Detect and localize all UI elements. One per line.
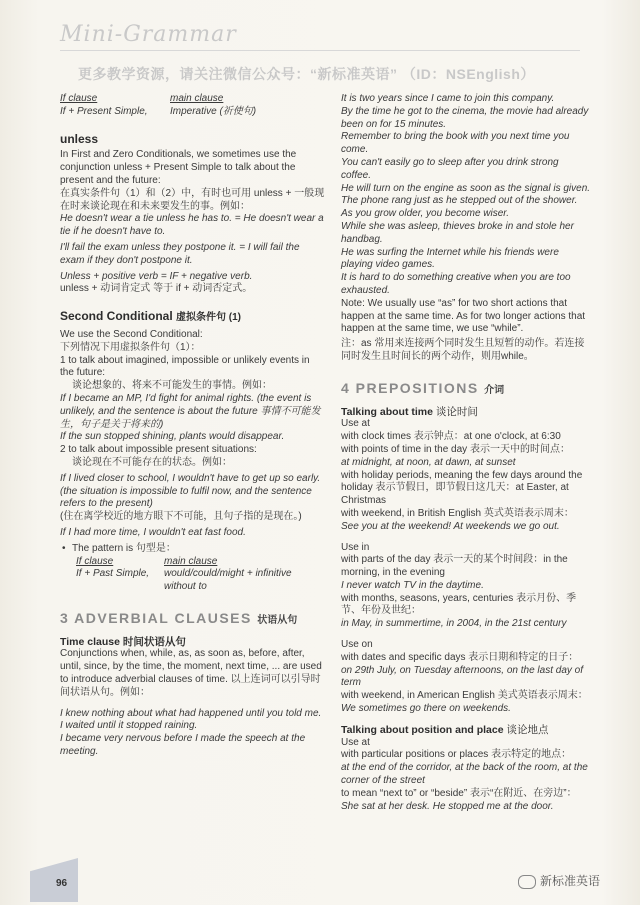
table-header: main clause <box>164 555 218 567</box>
numbered-point-cn: 谈论现在不可能存在的状态。例如： <box>72 456 232 468</box>
example: I'll fail the exam unless they postpone it. = I will fail the exam if they don't postpone it. <box>60 241 300 266</box>
example: I became very nervous before I made the speech at the meeting. <box>60 733 306 758</box>
example: If I became an MP, I'd fight for animal rights. (the event is unlikely, and the sentence is about the future 事情不可能发生，句子是关于将来的) <box>60 392 321 430</box>
heading-cn: 谈论时间 <box>435 405 478 418</box>
use-label: Use at <box>341 736 370 748</box>
bullet-item: • The pattern is 句型是： <box>60 543 325 556</box>
example: If the sun stopped shining, plants would disappear. <box>60 431 285 443</box>
wechat-icon <box>518 875 536 889</box>
paragraph: We use the Second Conditional: <box>60 328 203 340</box>
heading-text: Second Conditional <box>60 309 173 324</box>
paragraph-cn: 在真实条件句（1）和（2）中，有时也可用 unless + 一般现在时来谈论现在和未来要发生的事。例如： <box>60 187 325 212</box>
example: at the end of the corridor, at the back of the room, at the corner of the street <box>341 762 588 787</box>
table-cell: would/could/might + infinitive without to <box>164 568 292 593</box>
example: on 29th July, on Tuesday afternoons, on the last day of term <box>341 664 584 689</box>
page-number: 96 <box>56 878 68 889</box>
example: See you at the weekend! At weekends we go out. <box>341 520 560 532</box>
table-cell: If + Present Simple, <box>60 105 148 117</box>
numbered-point: 1 to talk about imagined, impossible or unlikely events in the future: <box>60 354 310 379</box>
example-cn: (住在离学校近的地方眼下不可能，且句子指的是现在。) <box>60 511 302 523</box>
right-column <box>341 93 591 813</box>
example: It is hard to do something creative when you are too exhausted. <box>341 272 571 296</box>
usage-line: with weekend, in British English 英式英语表示周末： <box>341 507 574 519</box>
usage-line: with particular positions or places 表示特定的地点： <box>341 749 572 761</box>
pattern-table-2 <box>60 556 325 569</box>
pattern-row-2 <box>60 568 325 594</box>
table-header: main clause <box>170 93 224 104</box>
example: at midnight, at noon, at dawn, at sunset <box>341 456 516 468</box>
numbered-point-cn: 谈论想象的、将来不可能发生的事情。例如： <box>72 380 272 392</box>
heading-cn: 虚拟条件句 (1) <box>176 312 242 324</box>
usage-line: with dates and specific days 表示日期和特定的日子： <box>341 651 579 663</box>
example: He doesn't wear a tie unless he has to. = He doesn't wear a tie if he doesn't have to. <box>60 213 324 238</box>
table-header: If clause <box>60 93 98 104</box>
usage-line: with parts of the day 表示一天的某个时间段：in the morning, in the evening <box>341 554 568 579</box>
unless-heading: unless <box>60 131 99 146</box>
table-cell: Imperative (祈使句) <box>170 105 257 117</box>
pattern-row-1 <box>60 106 325 119</box>
watermark: 更多教学资源，请关注微信公众号：“新标准英语” （ID：NSEnglish） <box>78 66 535 82</box>
rule: Unless + positive verb = IF + negative verb. <box>60 270 253 282</box>
rule-cn: unless + 动词肯定式 等于 if + 动词否定式。 <box>60 283 253 295</box>
example: If I had more time, I wouldn't eat fast food. <box>60 526 246 538</box>
paragraph: In First and Zero Conditionals, we sometimes use the conjunction unless + Present Simple to talk about the present and the future: <box>60 149 297 186</box>
note-cn: 注：as 常用来连接两个同时发生且短暂的动作。若连接同时发生且时间长的两个动作，则用while。 <box>341 338 585 362</box>
example: If I lived closer to school, I wouldn't have to get up so early. (the situation is impossible to fulfil now, and the sentence refers to the present) <box>60 472 321 510</box>
example: He was surfing the Internet while his friends were playing video games. <box>341 246 559 271</box>
heading-cn: 介词 <box>484 384 505 396</box>
example: While she was asleep, thieves broke in and stole her handbag. <box>341 220 574 245</box>
page-tab <box>30 858 78 902</box>
usage-line: with points of time in the day 表示一天中的时间点： <box>341 443 570 455</box>
talking-time-heading <box>341 406 591 419</box>
numbered-point: 2 to talk about impossible present situations: <box>60 444 257 456</box>
example: It is two years since I came to join this company. <box>341 93 555 104</box>
example: I never watch TV in the daytime. <box>341 579 484 591</box>
paragraph: Conjunctions when, while, as, as soon as, before, after, until, since, by the time, the moment, next time, ... are used to introduce adverbial clauses of time. 以上连词可以引导时间状语从句。例如： <box>60 648 322 698</box>
brand-text: 新标准英语 <box>540 874 601 888</box>
use-label: Use in <box>341 541 370 553</box>
heading-text: 4 PREPOSITIONS <box>341 379 479 396</box>
heading-text: Talking about position and place <box>341 723 504 736</box>
use-label: Use on <box>341 639 373 651</box>
example: I waited until it stopped raining. <box>60 720 198 732</box>
example: in May, in summertime, in 2004, in the 21st century <box>341 618 567 630</box>
example: He will turn on the engine as soon as the signal is given. <box>341 182 591 194</box>
adverbial-clauses-heading <box>60 609 325 628</box>
example: I knew nothing about what had happened until you told me. <box>60 707 322 719</box>
talking-place-heading <box>341 724 591 737</box>
prepositions-heading <box>341 379 591 398</box>
paragraph-cn: 下列情况下用虚拟条件句（1）： <box>60 341 201 353</box>
heading-cn: 状语从句 <box>257 614 298 626</box>
usage-line: with months, seasons, years, centuries 表示月份、季节、年份及世纪： <box>341 592 577 617</box>
example: The phone rang just as he stepped out of the shower. <box>341 195 578 207</box>
example: You can't easily go to sleep after you drink strong coffee. <box>341 156 559 181</box>
example: As you grow older, you become wiser. <box>341 208 510 220</box>
table-cell: If + Past Simple, <box>76 568 150 580</box>
table-header: If clause <box>76 555 114 567</box>
brand-label <box>518 872 600 889</box>
usage-line: with clock times 表示钟点：at one o'clock, at 6:30 <box>341 431 561 443</box>
example: We sometimes go there on weekends. <box>341 703 511 715</box>
left-column <box>60 93 325 759</box>
header-rule <box>60 50 580 51</box>
heading-cn: 谈论地点 <box>506 723 549 736</box>
pattern-table-1 <box>60 93 325 106</box>
example: Remember to bring the book with you next time you come. <box>341 131 570 156</box>
second-conditional-heading <box>60 310 325 325</box>
time-clause-heading: Time clause 时间状语从句 <box>60 635 186 648</box>
example: By the time he got to the cinema, the movie had already been on for 15 minutes. <box>341 105 589 130</box>
heading-text: Talking about time <box>341 405 433 418</box>
heading-text: 3 ADVERBIAL CLAUSES <box>60 609 252 626</box>
usage-line: with weekend, in American English 美式英语表示周末： <box>341 690 588 702</box>
note: Note: We usually use “as” for two short actions that happen at the same time. As for two longer actions that happen at the same time, we use “while”. <box>341 297 586 335</box>
usage-line: with holiday periods, meaning the few days around the holiday 表示节假日，即节假日这几天：at Easter, at Christmas <box>341 469 583 507</box>
section-logo: Mini-Grammar <box>60 22 237 47</box>
use-label: Use at <box>341 418 370 430</box>
usage-line: to mean “next to” or “beside” 表示“在附近、在旁边”： <box>341 787 577 799</box>
example: She sat at her desk. He stopped me at the door. <box>341 800 554 812</box>
